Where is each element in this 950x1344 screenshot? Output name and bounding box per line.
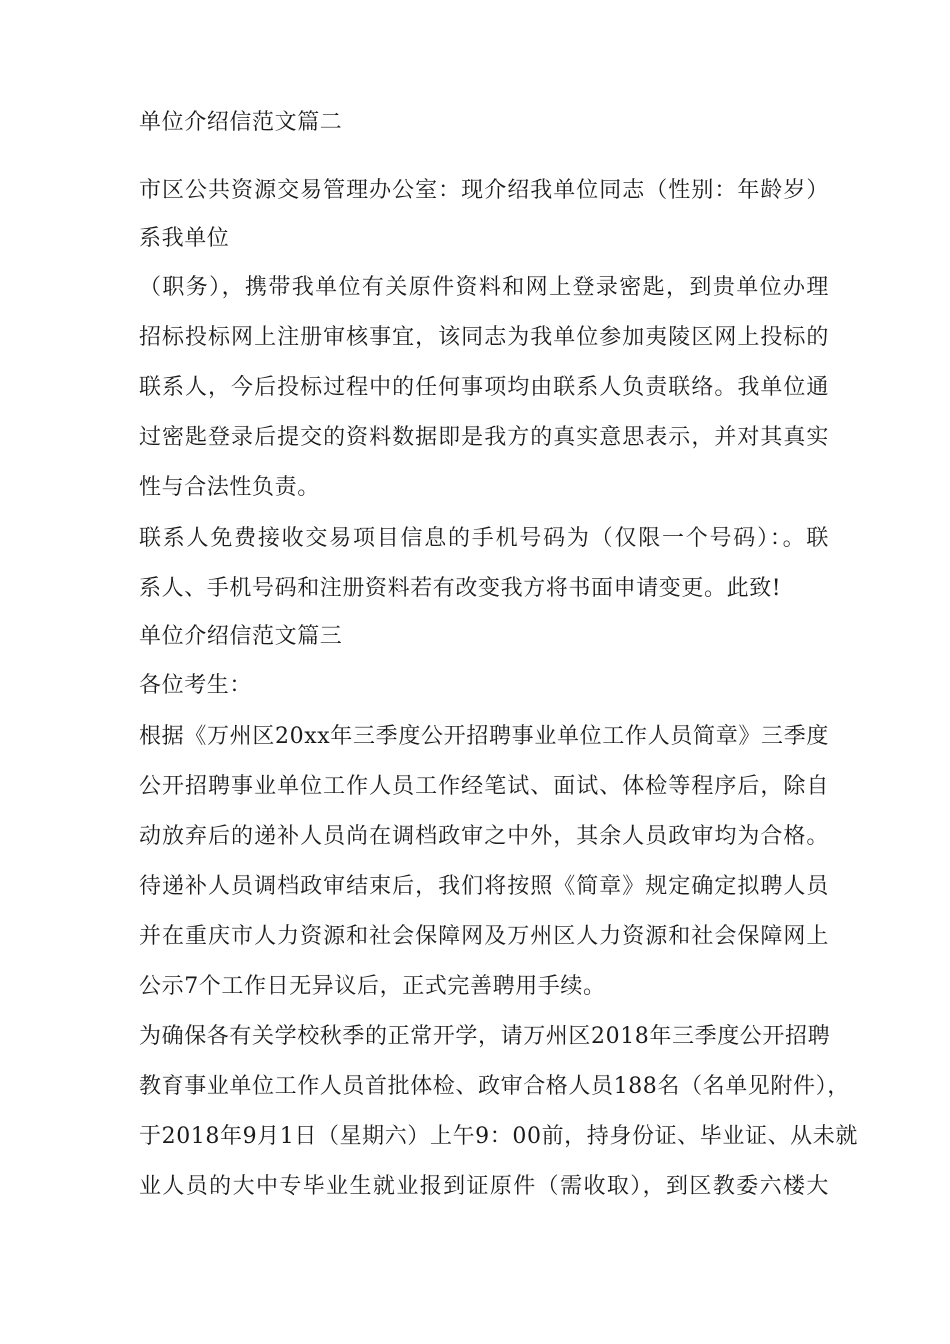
text-line: 过密匙登录后提交的资料数据即是我方的真实意思表示，并对其真实 [139, 425, 829, 450]
salutation: 各位考生： [139, 673, 253, 698]
text-line: 动放弃后的递补人员尚在调档政审之中外，其余人员政审均为合格。 [139, 824, 829, 849]
text-line: 为确保各有关学校秋季的正常开学，请万州区2018年三季度公开招聘 [139, 1024, 831, 1049]
text-line: 公开招聘事业单位工作人员工作经笔试、面试、体检等程序后，除自 [139, 774, 829, 799]
text-line: 招标投标网上注册审核事宜，该同志为我单位参加夷陵区网上投标的 [139, 325, 829, 350]
text-line: 系人、手机号码和注册资料若有改变我方将书面申请变更。此致! [139, 576, 782, 601]
text-line: 公示7个工作日无异议后，正式完善聘用手续。 [139, 974, 606, 999]
text-line: 待递补人员调档政审结束后，我们将按照《简章》规定确定拟聘人员 [139, 874, 829, 899]
text-line: 联系人免费接收交易项目信息的手机号码为（仅限一个号码）：。联 [139, 526, 829, 551]
text-line: 根据《万州区20xx年三季度公开招聘事业单位工作人员简章》三季度 [139, 724, 829, 749]
text-line: 系我单位 [139, 226, 230, 251]
text-line: 市区公共资源交易管理办公室：现介绍我单位同志（性别：年龄岁） [139, 178, 829, 203]
text-line: 联系人，今后投标过程中的任何事项均由联系人负责联络。我单位通 [139, 375, 829, 400]
text-line: 于2018年9月1日（星期六）上午9：00前，持身份证、毕业证、从未就 [139, 1124, 858, 1149]
section-heading: 单位介绍信范文篇三 [139, 624, 343, 649]
text-line: 并在重庆市人力资源和社会保障网及万州区人力资源和社会保障网上 [139, 924, 829, 949]
section-heading: 单位介绍信范文篇二 [139, 110, 343, 135]
text-line: （职务），携带我单位有关原件资料和网上登录密匙，到贵单位办理 [139, 275, 829, 300]
text-line: 性与合法性负责。 [139, 475, 320, 500]
text-line: 业人员的大中专毕业生就业报到证原件（需收取），到区教委六楼大 [139, 1174, 829, 1199]
text-line: 教育事业单位工作人员首批体检、政审合格人员188名（名单见附件）， [139, 1074, 850, 1099]
